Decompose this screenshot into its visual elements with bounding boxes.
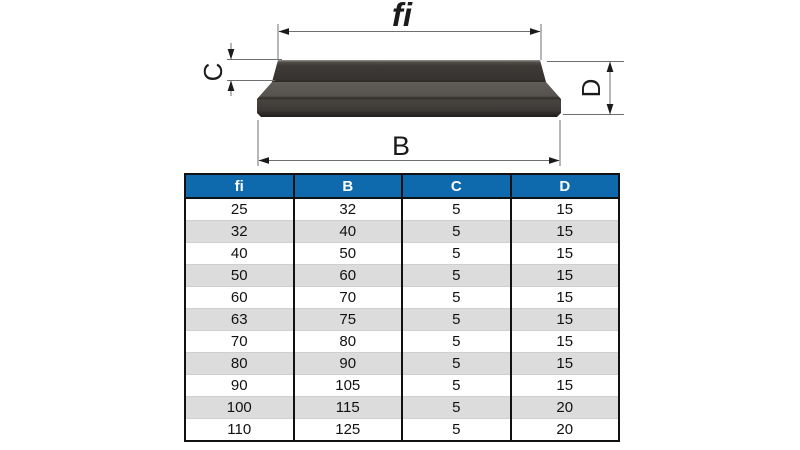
cell-c: 5 [402,309,511,331]
cell-c: 5 [402,353,511,375]
cell-c: 5 [402,198,511,221]
cell-b: 90 [294,353,403,375]
cell-d: 15 [511,375,620,397]
cell-c: 5 [402,397,511,419]
cell-d: 15 [511,221,620,243]
cell-d: 20 [511,397,620,419]
cell-fi: 63 [185,309,294,331]
fi-dimension-label: fi [391,0,413,33]
table-header-row [185,174,619,198]
dimensions-table [184,173,620,442]
table-row [185,397,619,419]
table-row [185,375,619,397]
cell-c: 5 [402,221,511,243]
table-row [185,309,619,331]
cell-d: 15 [511,265,620,287]
cell-fi: 32 [185,221,294,243]
cell-c: 5 [402,419,511,442]
cell-fi: 25 [185,198,294,221]
seal-profile-upper [272,60,546,82]
cell-b: 50 [294,243,403,265]
table-row [185,198,619,221]
table-header [185,174,619,198]
cell-b: 32 [294,198,403,221]
table-row [185,331,619,353]
column-header-fi: fi [185,174,294,198]
cell-d: 15 [511,198,620,221]
cell-fi: 80 [185,353,294,375]
c-dimension-label: C [198,62,228,82]
cell-b: 60 [294,265,403,287]
cell-b: 40 [294,221,403,243]
cell-d: 15 [511,331,620,353]
cell-b: 125 [294,419,403,442]
cell-fi: 100 [185,397,294,419]
table-row [185,287,619,309]
b-dimension-label: B [391,131,411,161]
cell-fi: 110 [185,419,294,442]
cell-c: 5 [402,331,511,353]
dimension-diagram [0,0,800,172]
cell-c: 5 [402,287,511,309]
cell-c: 5 [402,265,511,287]
seal-profile-lower [257,82,561,117]
cell-d: 15 [511,287,620,309]
cell-fi: 60 [185,287,294,309]
cell-fi: 40 [185,243,294,265]
table-row [185,265,619,287]
table-row [185,221,619,243]
cell-fi: 50 [185,265,294,287]
cell-d: 20 [511,419,620,442]
table-row [185,419,619,442]
table-row [185,353,619,375]
cell-b: 80 [294,331,403,353]
cell-d: 15 [511,309,620,331]
cell-d: 15 [511,243,620,265]
cell-c: 5 [402,243,511,265]
cell-b: 75 [294,309,403,331]
cell-b: 70 [294,287,403,309]
column-header-d: D [511,174,620,198]
cell-c: 5 [402,375,511,397]
cell-b: 115 [294,397,403,419]
cell-fi: 70 [185,331,294,353]
column-header-c: C [402,174,511,198]
cell-d: 15 [511,353,620,375]
table-row [185,243,619,265]
cell-fi: 90 [185,375,294,397]
d-dimension-label: D [576,78,606,98]
column-header-b: B [294,174,403,198]
cell-b: 105 [294,375,403,397]
